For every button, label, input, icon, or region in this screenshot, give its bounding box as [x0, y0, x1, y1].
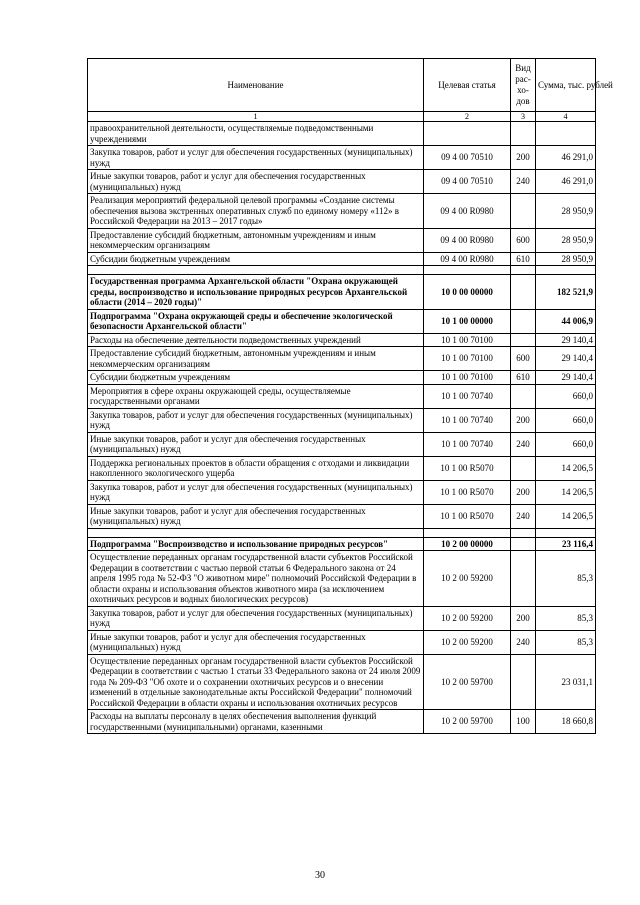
table-row	[88, 347, 596, 371]
expense-type-cell	[511, 384, 536, 408]
column-number: 1	[88, 112, 424, 122]
sum-cell: 46 291,0	[536, 146, 596, 170]
budget-table-body	[88, 59, 613, 734]
name-cell: Поддержка региональных проектов в области обращения с отходами и ликвидации накопленного экологического ущерба	[88, 456, 424, 480]
expense-type-cell: 610	[511, 252, 536, 266]
target-article-cell: 10 2 00 59200	[424, 606, 511, 630]
table-row	[88, 630, 596, 654]
expense-type-cell: 240	[511, 504, 536, 528]
expense-type-cell: 240	[511, 432, 536, 456]
table-row	[88, 408, 596, 432]
header-expense-type: Вид рас-хо-дов	[511, 59, 536, 112]
table-row	[88, 432, 596, 456]
table-row	[88, 504, 596, 528]
name-cell: Осуществление переданных органам государственной власти субъектов Российской Федерации в соответствии с частью 1 статьи 33 Федерального закона от 24 июля 2009 года № 209-ФЗ "Об охоте и о сохранении охотничьих ресурсов и о внесении изменений в отдельные законодательные акты Российской Федерации" полномочий Российской Федерации в области охраны и использования охотничьих ресурсов	[88, 654, 424, 710]
expense-type-cell: 200	[511, 480, 536, 504]
target-article-cell: 09 4 00 R0980	[424, 252, 511, 266]
expense-type-cell	[511, 537, 536, 551]
header-row	[88, 59, 596, 112]
target-article-cell: 10 1 00 70100	[424, 371, 511, 385]
table-row	[88, 146, 596, 170]
expense-type-cell	[511, 333, 536, 347]
target-article-cell: 10 1 00 R5070	[424, 480, 511, 504]
table-row	[88, 122, 596, 146]
column-number: 2	[424, 112, 511, 122]
name-cell: Иные закупки товаров, работ и услуг для обеспечения государственных (муниципальных) нужд	[88, 630, 424, 654]
target-article-cell: 10 0 00 00000	[424, 275, 511, 310]
expense-type-cell	[511, 309, 536, 333]
target-article-cell: 10 1 00 70100	[424, 347, 511, 371]
sum-cell: 46 291,0	[536, 170, 596, 194]
target-article-cell: 10 1 00 70740	[424, 408, 511, 432]
sum-cell: 23 116,4	[536, 537, 596, 551]
sum-cell: 28 950,9	[536, 194, 596, 229]
table-row	[88, 606, 596, 630]
sum-cell: 182 521,9	[536, 275, 596, 310]
sum-cell: 29 140,4	[536, 347, 596, 371]
target-article-cell: 09 4 00 70510	[424, 170, 511, 194]
name-cell: Расходы на выплаты персоналу в целях обеспечения выполнения функций государственными (муниципальными) органами, казенными	[88, 710, 424, 734]
name-cell: Иные закупки товаров, работ и услуг для обеспечения государственных (муниципальных) нужд	[88, 504, 424, 528]
target-article-cell: 10 2 00 59700	[424, 710, 511, 734]
target-article-cell: 10 2 00 59200	[424, 551, 511, 607]
name-cell: Подпрограмма "Охрана окружающей среды и обеспечение экологической безопасности Архангельской области"	[88, 309, 424, 333]
sum-cell: 29 140,4	[536, 333, 596, 347]
table-row	[88, 456, 596, 480]
page-number: 30	[315, 870, 325, 881]
spacer-row	[88, 266, 596, 275]
name-cell: Расходы на обеспечение деятельности подведомственных учреждений	[88, 333, 424, 347]
target-article-cell: 09 4 00 R0980	[424, 228, 511, 252]
name-cell: Предоставление субсидий бюджетным, автономным учреждениям и иным некоммерческим организациям	[88, 347, 424, 371]
target-article-cell: 10 2 00 00000	[424, 537, 511, 551]
target-article-cell: 10 1 00 R5070	[424, 504, 511, 528]
table-row	[88, 537, 596, 551]
spacer-cell	[536, 528, 596, 537]
table-row	[88, 275, 596, 310]
name-cell: Иные закупки товаров, работ и услуг для обеспечения государственных (муниципальных) нужд	[88, 432, 424, 456]
expense-type-cell	[511, 122, 536, 146]
table-row	[88, 710, 596, 734]
sum-cell: 28 950,9	[536, 228, 596, 252]
spacer-cell	[511, 528, 536, 537]
expense-type-cell	[511, 654, 536, 710]
spacer-cell	[424, 266, 511, 275]
expense-type-cell: 240	[511, 170, 536, 194]
spacer-row	[88, 528, 596, 537]
name-cell: Осуществление переданных органам государственной власти субъектов Российской Федерации в соответствии с частью первой статьи 6 Федерального закона от 24 апреля 1995 года № 52-ФЗ "О животном мире" полномочий Российской Федерации в области охраны и использования объектов животного мира (за исключением охотничьих ресурсов и водных биологических ресурсов)	[88, 551, 424, 607]
column-number-row	[88, 112, 596, 122]
expense-type-cell	[511, 456, 536, 480]
expense-type-cell: 200	[511, 606, 536, 630]
name-cell: Реализация мероприятий федеральной целевой программы «Создание системы обеспечения вызова экстренных оперативных служб по единому номеру «112» в Российской Федерации на 2013 – 2017 годы»	[88, 194, 424, 229]
sum-cell: 85,3	[536, 630, 596, 654]
spacer-cell	[511, 266, 536, 275]
name-cell: Субсидии бюджетным учреждениям	[88, 371, 424, 385]
name-cell: Субсидии бюджетным учреждениям	[88, 252, 424, 266]
target-article-cell: 10 1 00 R5070	[424, 456, 511, 480]
sum-cell: 85,3	[536, 606, 596, 630]
table-row	[88, 371, 596, 385]
table-row	[88, 194, 596, 229]
sum-cell	[536, 122, 596, 146]
sum-cell: 14 206,5	[536, 480, 596, 504]
expense-type-cell	[511, 275, 536, 310]
spacer-cell	[536, 266, 596, 275]
header-name: Наименование	[88, 59, 424, 112]
sum-cell: 29 140,4	[536, 371, 596, 385]
sum-cell: 14 206,5	[536, 456, 596, 480]
header-target-article: Целевая статья	[424, 59, 511, 112]
table-row	[88, 551, 596, 607]
target-article-cell: 10 1 00 70740	[424, 384, 511, 408]
table-row	[88, 309, 596, 333]
name-cell: Иные закупки товаров, работ и услуг для обеспечения государственных (муниципальных) нужд	[88, 170, 424, 194]
expense-type-cell: 200	[511, 146, 536, 170]
name-cell: Мероприятия в сфере охраны окружающей среды, осуществляемые государственными органами	[88, 384, 424, 408]
expense-type-cell: 200	[511, 408, 536, 432]
table-row	[88, 170, 596, 194]
sum-cell: 660,0	[536, 408, 596, 432]
name-cell: Закупка товаров, работ и услуг для обеспечения государственных (муниципальных) нужд	[88, 480, 424, 504]
spacer-cell	[88, 266, 424, 275]
table-row	[88, 228, 596, 252]
target-article-cell	[424, 122, 511, 146]
target-article-cell: 10 1 00 70740	[424, 432, 511, 456]
table-row	[88, 480, 596, 504]
target-article-cell: 10 2 00 59200	[424, 630, 511, 654]
sum-cell: 660,0	[536, 432, 596, 456]
name-cell: Закупка товаров, работ и услуг для обеспечения государственных (муниципальных) нужд	[88, 606, 424, 630]
expense-type-cell	[511, 194, 536, 229]
name-cell: Предоставление субсидий бюджетным, автономным учреждениям и иным некоммерческим организациям	[88, 228, 424, 252]
table-row	[88, 384, 596, 408]
target-article-cell: 09 4 00 R0980	[424, 194, 511, 229]
budget-table	[87, 58, 613, 734]
target-article-cell: 09 4 00 70510	[424, 146, 511, 170]
name-cell: Закупка товаров, работ и услуг для обеспечения государственных (муниципальных) нужд	[88, 146, 424, 170]
table-row	[88, 252, 596, 266]
expense-type-cell: 240	[511, 630, 536, 654]
sum-cell: 660,0	[536, 384, 596, 408]
expense-type-cell: 600	[511, 347, 536, 371]
sum-cell: 28 950,9	[536, 252, 596, 266]
spacer-cell	[424, 528, 511, 537]
sum-cell: 14 206,5	[536, 504, 596, 528]
target-article-cell: 10 1 00 00000	[424, 309, 511, 333]
column-number: 4	[536, 112, 596, 122]
name-cell: правоохранительной деятельности, осуществляемые подведомственными учреждениями	[88, 122, 424, 146]
target-article-cell: 10 1 00 70100	[424, 333, 511, 347]
table-row	[88, 333, 596, 347]
name-cell: Закупка товаров, работ и услуг для обеспечения государственных (муниципальных) нужд	[88, 408, 424, 432]
name-cell: Подпрограмма "Воспроизводство и использование природных ресурсов"	[88, 537, 424, 551]
sum-cell: 85,3	[536, 551, 596, 607]
table-row	[88, 654, 596, 710]
sum-cell: 18 660,8	[536, 710, 596, 734]
spacer-cell	[88, 528, 424, 537]
header-sum: Сумма, тыс. рублей	[536, 59, 596, 112]
expense-type-cell: 100	[511, 710, 536, 734]
sum-cell: 23 031,1	[536, 654, 596, 710]
expense-type-cell: 610	[511, 371, 536, 385]
target-article-cell: 10 2 00 59700	[424, 654, 511, 710]
column-number: 3	[511, 112, 536, 122]
sum-cell: 44 006,9	[536, 309, 596, 333]
expense-type-cell	[511, 551, 536, 607]
expense-type-cell: 600	[511, 228, 536, 252]
name-cell: Государственная программа Архангельской области "Охрана окружающей среды, воспроизводство и использование природных ресурсов Архангельской области (2014 – 2020 годы)"	[88, 275, 424, 310]
